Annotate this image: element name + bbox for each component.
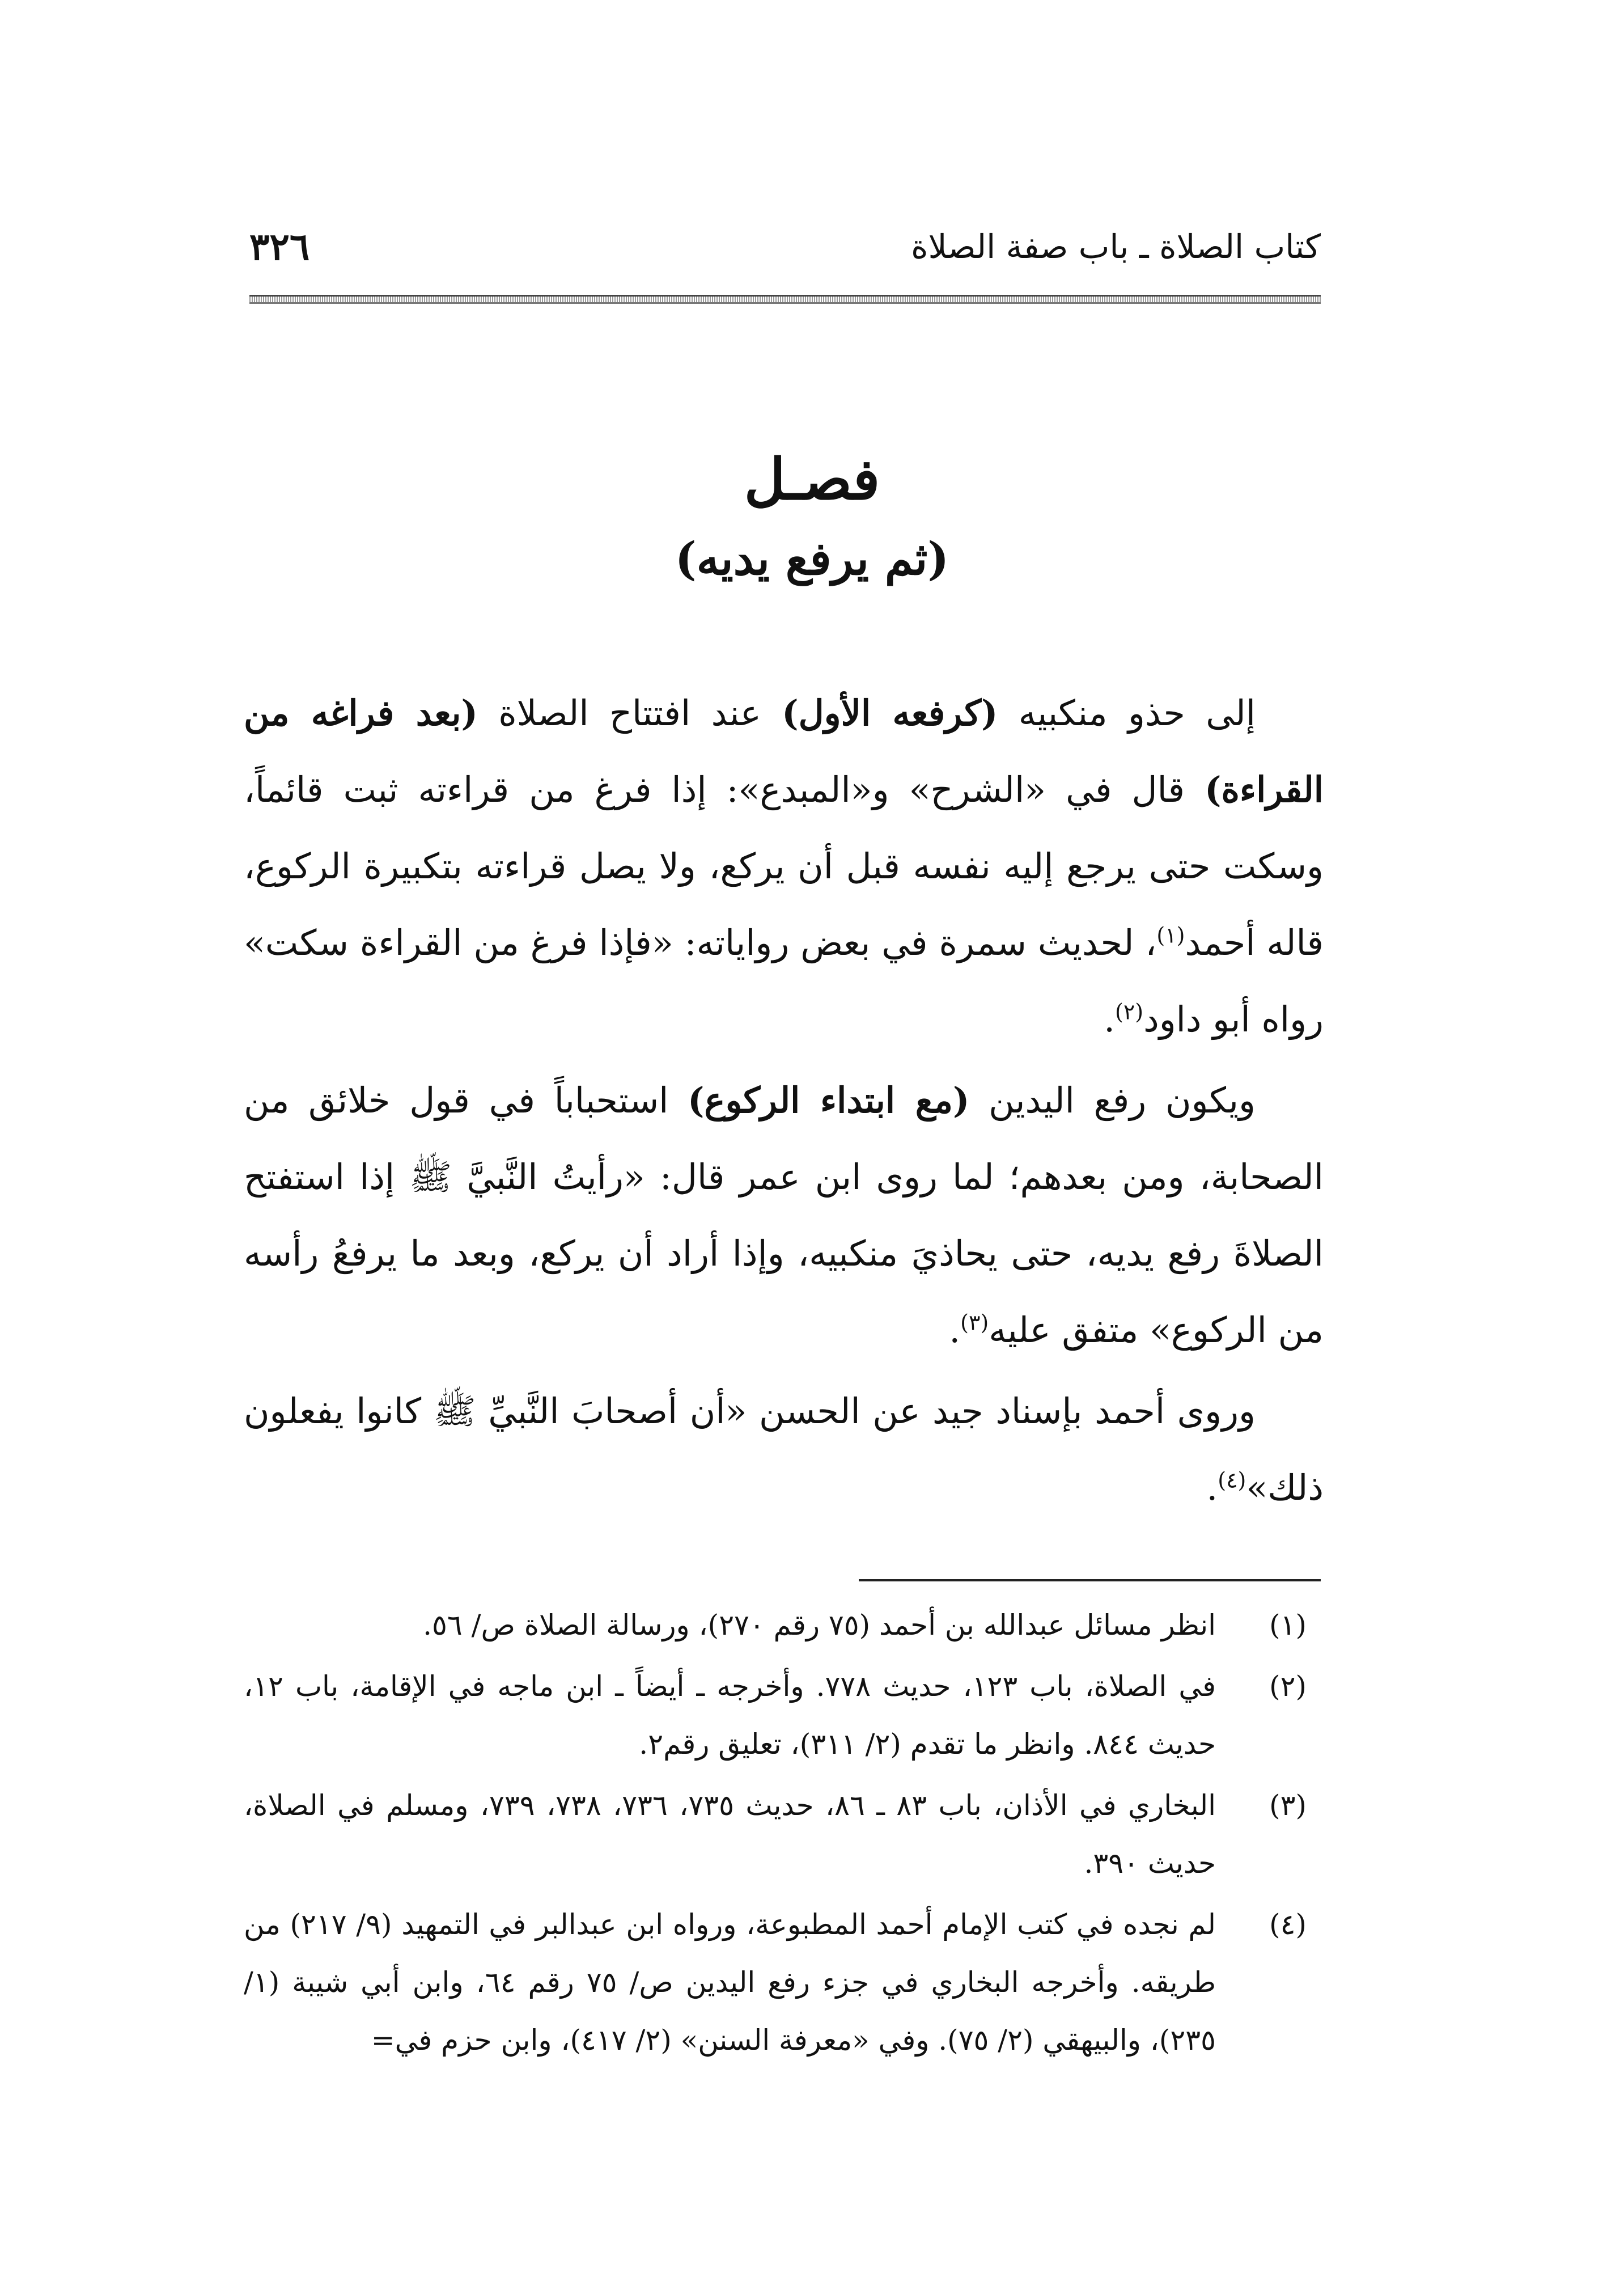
header-rule — [249, 295, 1321, 304]
footnote-ref-4: (٤) — [1218, 1467, 1246, 1493]
body-text — [244, 675, 1324, 1526]
footnote-number: (٢) — [1269, 1670, 1307, 1703]
footnote-ref-3: (٣) — [960, 1310, 989, 1335]
header-title: كتاب الصلاة ـ باب صفة الصلاة — [911, 227, 1321, 266]
paragraph-2: ويكون رفع اليدين (مع ابتداء الركوع) استحباباً في قول خلائق من الصحابة، ومن بعدهم؛ لما روى ابن عمر قال: «رأيتُ النَّبيَّ ﷺ إذا استفتح الصلاةَ رفع يديه، حتى يحاذيَ منكبيه، وإذا أراد أن يركع، وبعد ما يرفعُ رأسه من الركوع» متفق عليه$^{(٣)}$. — [244, 1080, 1324, 1351]
footnote-text: انظر مسائل عبدالله بن أحمد (٧٥ رقم ٢٧٠)، ورسالة الصلاة ص/ ٥٦. — [423, 1609, 1216, 1642]
paragraph-3: وروى أحمد بإسناد جيد عن الحسن «أن أصحابَ النَّبيِّ ﷺ كانوا يفعلون ذلك»$^{(٤)}$. — [244, 1390, 1324, 1508]
section-subtitle: (ثم يرفع يديه) — [675, 532, 949, 585]
footnote-separator — [859, 1579, 1321, 1581]
page-number: ٣٢٦ — [249, 225, 310, 269]
footnotes — [244, 1596, 1324, 2072]
paragraph-1: إلى حذو منكبيه (كرفعه الأول) عند افتتاح الصلاة (بعد فراغه من القراءة) قال في «الشرح» و«المبدع»: إذا فرغ من قراءته ثبت قائماً، وسكت حتى يرجع إليه نفسه قبل أن يركع، ولا يصل قراءته بتكبيرة الركوع، قاله أحمد$^{(١)}$، لحديث سمرة في بعض رواياته: «فإذا فرغ من القراءة سكت» رواه أبو داود$^{(٢)}$. — [244, 692, 1324, 1040]
footnote-4 — [244, 1896, 1324, 2069]
running-header — [249, 224, 1321, 269]
footnote-text: لم نجده في كتب الإمام أحمد المطبوعة، ورواه ابن عبدالبر في التمهيد (٩/ ٢١٧) من طريقه. وأخرجه البخاري في جزء رفع اليدين ص/ ٧٥ رقم ٦٤، وابن أبي شيبة (١/ ٢٣٥)، والبيهقي (٢/ ٧٥). وفي «معرفة السنن» (٢/ ٤١٧)، وابن حزم في= — [244, 1908, 1216, 2057]
footnote-2 — [244, 1657, 1324, 1773]
footnote-number: (٣) — [1269, 1789, 1307, 1822]
footnote-1 — [244, 1596, 1324, 1654]
footnote-ref-1: (١) — [1156, 923, 1185, 948]
footnote-text: البخاري في الأذان، باب ٨٣ ـ ٨٦، حديث ٧٣٥، ٧٣٦، ٧٣٨، ٧٣٩، ومسلم في الصلاة، حديث ٣٩٠. — [244, 1789, 1216, 1880]
footnote-3 — [244, 1776, 1324, 1892]
footnote-text: في الصلاة، باب ١٢٣، حديث ٧٧٨. وأخرجه ـ أيضاً ـ ابن ماجه في الإقامة، باب ١٢، حديث ٨٤٤. وانظر ما تقدم (٢/ ٣١١)، تعليق رقم٢. — [244, 1670, 1216, 1761]
footnote-number: (٤) — [1269, 1908, 1307, 1941]
footnote-number: (١) — [1269, 1609, 1307, 1642]
section-title: فصـل — [744, 446, 880, 513]
footnote-ref-2: (٢) — [1115, 999, 1144, 1025]
